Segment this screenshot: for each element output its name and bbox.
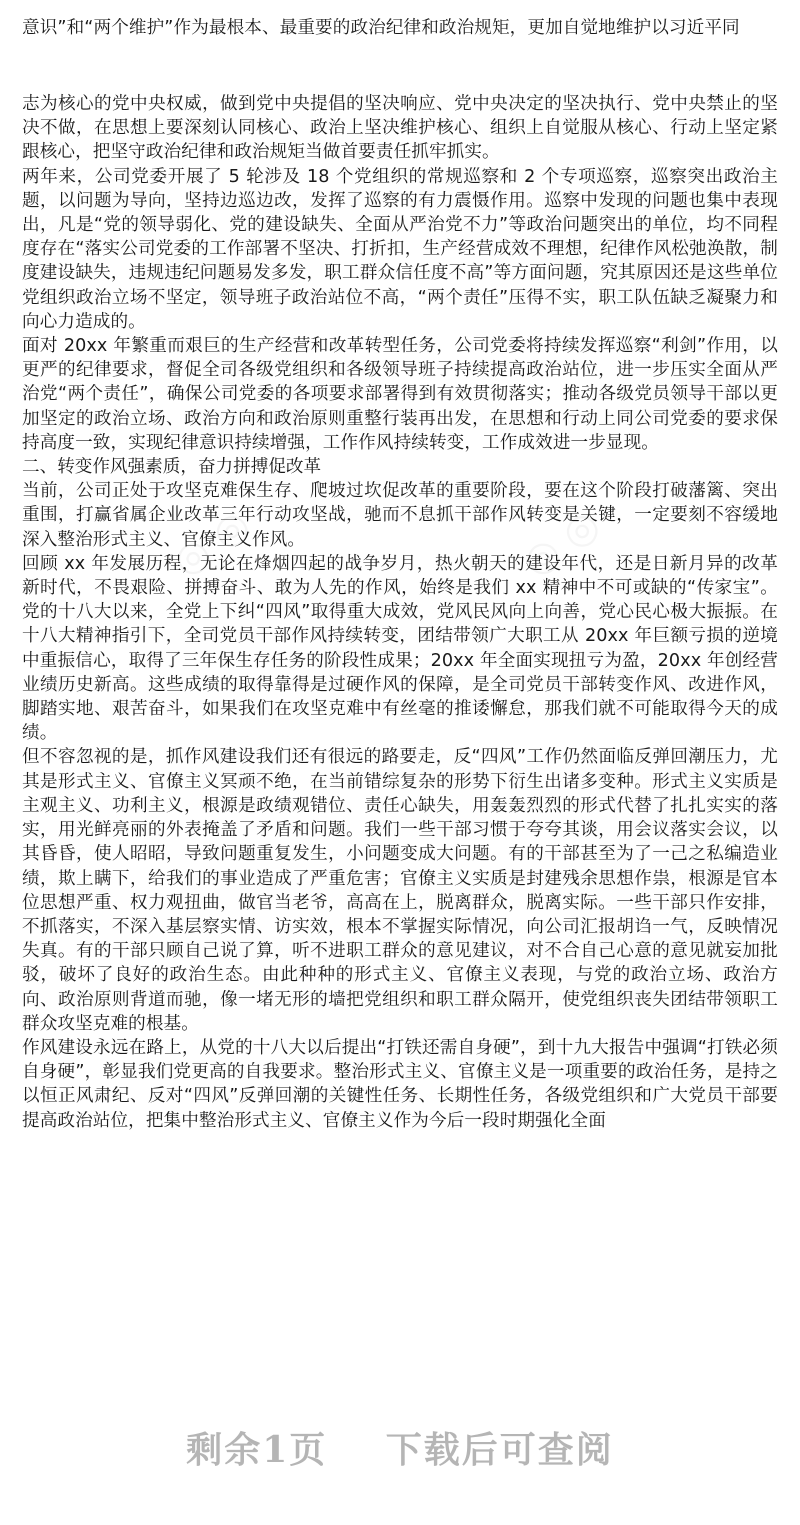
paragraph-2: 两年来，公司党委开展了 5 轮涉及 18 个党组织的常规巡察和 2 个专项巡察，巡察突出政治主题，以问题为导向，坚持边巡边改，发挥了巡察的有力震慑作用。巡察中发现的问题也集中表现出，凡是“党的领导弱化、党的建设缺失、全面从严治党不力”等政治问题突出的单位，均不同程度存在“落实公司党委的工作部署不坚决、打折扣，生产经营成效不理想，纪律作风松弛涣散，制度建设缺失，违规违纪问题易发多发，职工群众信任度不高”等方面问题，究其原因还是这些单位党组织政治立场不坚定，领导班子政治站位不高，“两个责任”压得不实，职工队伍缺乏凝聚力和向心力造成的。 (22, 166, 778, 332)
download-to-view-label: 下载后可查阅 (385, 1429, 614, 1471)
download-prompt[interactable] (0, 1422, 800, 1473)
paragraph-1: 志为核心的党中央权威，做到党中央提倡的坚决响应、党中央决定的坚决执行、党中央禁止的坚决不做，在思想上要深刻认同核心、政治上坚决维护核心、组织上自觉服从核心、行动上坚定紧跟核心，把坚守政治纪律和政治规矩当做首要责任抓牢抓实。 (22, 94, 778, 163)
clipped-top-text (22, 0, 778, 44)
paragraph-7: 但不容忽视的是，抓作风建设我们还有很远的路要走，反“四风”工作仍然面临反弹回潮压力，尤其是形式主义、官僚主义冥顽不绝，在当前错综复杂的形势下衍生出诸多变种。形式主义实质是主观主义、功利主义，根源是政绩观错位、责任心缺失，用轰轰烈烈的形式代替了扎扎实实的落实，用光鲜亮丽的外表掩盖了矛盾和问题。我们一些干部习惯于夸夸其谈，用会议落实会议，以其昏昏，使人昭昭，导致问题重复发生，小问题变成大问题。有的干部甚至为了一己之私编造业绩，欺上瞒下，给我们的事业造成了严重危害；官僚主义实质是封建残余思想作祟，根源是官本位思想严重、权力观扭曲，做官当老爷，高高在上，脱离群众，脱离实际。一些干部只作安排，不抓落实，不深入基层察实情、访实效，根本不掌握实际情况，向公司汇报胡诌一气，反映情况失真。有的干部只顾自己说了算，听不进职工群众的意见建议，对不合自己心意的意见就妄加批驳，破坏了良好的政治生态。由此种种的形式主义、官僚主义表现，与党的政治立场、政治方向、政治原则背道而驰，像一堵无形的墙把党组织和职工群众隔开，使党组织丧失团结带领职工群众攻坚克难的根基。 (22, 747, 778, 1034)
remaining-pages-label: 剩余1页 (186, 1429, 328, 1471)
paragraph-8: 作风建设永远在路上，从党的十八大以后提出“打铁还需自身硬”，到十九大报告中强调“打铁必须自身硬”，彰显我们党更高的自我要求。整治形式主义、官僚主义是一项重要的政治任务，是持之以恒正风肃纪、反对“四风”反弹回潮的关键性任务、长期性任务，各级党组织和广大党员干部要提高政治站位，把集中整治形式主义、官僚主义作为今后一段时期强化全面 (22, 1037, 778, 1131)
paragraph-0: 意识”和“两个维护”作为最根本、最重要的政治纪律和政治规矩，更加自觉地维护以习近平同 (22, 18, 740, 39)
section-heading: 二、转变作风强素质，奋力拼搏促改革 (22, 457, 322, 478)
paragraph-5: 当前，公司正处于攻坚克难保生存、爬坡过坎促改革的重要阶段，要在这个阶段打破藩篱、突出重围，打赢省属企业改革三年行动攻坚战，驰而不息抓干部作风转变是关键，一定要刻不容缓地深入整治形式主义、官僚主义作风。 (22, 481, 778, 550)
document-body (22, 92, 778, 1133)
paragraph-top-fragment (22, 0, 778, 40)
paragraph-6: 回顾 xx 年发展历程，无论在烽烟四起的战争岁月，热火朝天的建设年代，还是日新月异的改革新时代，不畏艰险、拼搏奋斗、敢为人先的作风，始终是我们 xx 精神中不可或缺的“传家宝”。党的十八大以来，全党上下纠“四风”取得重大成效，党风民风向上向善，党心民心极大振振。在十八大精神指引下，全司党员干部作风持续转变，团结带领广大职工从 20xx 年巨额亏损的逆境中重振信心，取得了三年保生存任务的阶段性成果；20xx 年全面实现扭亏为盈，20xx 年创经营业绩历史新高。这些成绩的取得靠得是过硬作风的保障，是全司党员干部转变作风、改进作风，脚踏实地、艰苦奋斗，如果我们在攻坚克难中有丝毫的推诿懈怠，那我们就不可能取得今天的成绩。 (22, 553, 778, 744)
paragraph-3: 面对 20xx 年繁重而艰巨的生产经营和改革转型任务，公司党委将持续发挥巡察“利剑”作用，以更严的纪律要求，督促全司各级党组织和各级领导班子持续提高政治站位，进一步压实全面从严治党“两个责任”，确保公司党委的各项要求部署得到有效贯彻落实；推动各级党员领导干部以更加坚定的政治立场、政治方向和政治原则重整行装再出发，在思想和行动上同公司党委的要求保持高度一致，实现纪律意识持续增强，工作作风持续转变，工作成效进一步显现。 (22, 336, 778, 453)
